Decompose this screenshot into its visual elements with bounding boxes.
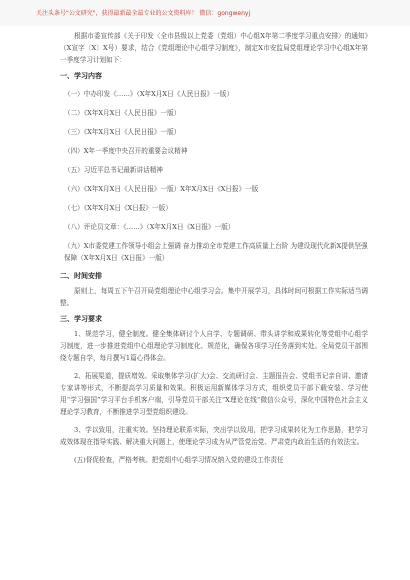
- list-item: （二）《X年X月X日《人民日报》一版）: [64, 109, 181, 117]
- section-heading-content: 一、学习内容: [60, 72, 102, 80]
- requirement-paragraph-1: 1、规范学习，健全制度。健全集体研讨个人自学、专题调研、带头讲学和成果转化等党组中心组学习制度，进一步推进党组中心组理论学习制度化、规范化，确保各项学习任务落到实处。全局党员干部围绕专题自学，每月撰写1篇心得体会。: [60, 330, 368, 362]
- intro-paragraph: 根据市委宣传部《关于印发〈全市县级以上党委（党组）中心组X年第二季度学习重点安排〉的通知》（X宣字〔X〕X号）要求，结合《党组理论中心组学习制度》，制定X市安监局党组理论学习中心组X年第一季度学习计划如下：: [60, 32, 368, 64]
- requirement-paragraph-4: (五)督促检查，严格考核。把党组中心组学习情况纳入党的建设工作责任: [74, 456, 284, 464]
- list-item: （四）X年一季度中央召开的重要会议精神: [64, 147, 188, 155]
- banner-text: 关注头条号"公文研究"，获得最新最全最专业的公文资料库！ 微信：gongwenyj: [36, 10, 251, 17]
- list-item: （七）《X年X月X日《X日报》一版）: [64, 204, 172, 212]
- requirement-paragraph-2: 2、拓展渠道，提质增效。采取集体学习(扩大)会、交流研讨会、主题报告会、党组书记亲自讲、邀请专家讲等形式，不断提高学习质量和效果。积极运用新媒体学习方式，组织党员干部下载安装、学习使用“学习强国”学习平台手机客户端，引导党员干部关注“X理论在线”微信公众号，深化中国特色社会主义理论学习教育，不断推进学习型党组织建设。: [60, 372, 368, 416]
- top-banner: [0, 0, 410, 26]
- list-item: （三）《X年X月X日《人民日报》一版）: [64, 128, 181, 136]
- requirement-paragraph-3: 3、学以致用，注重实效。坚持理论联系实际，突出学以致用，把学习成果转化为工作思路，把学习成效体现在指导实践、解决重大问题上，使理论学习成为从严管党治党、严肃党内政治生活的有效法宝。: [60, 426, 368, 446]
- list-item: （八）评论员文章：《……》（X年X月X日《X日报》一版）: [64, 223, 235, 231]
- list-item: （一）中办印发《……》（X年X月X日《人民日报》一版）: [64, 90, 234, 98]
- section-heading-schedule: 二、时间安排: [60, 272, 102, 280]
- schedule-paragraph: 原则上，每周五下午召开局党组理论中心组学习会。集中开展学习，具体时间可根据工作实际适当调整。: [60, 287, 368, 307]
- list-item-wrapped: （九）X市委党建工作领导小组会上强调 奋力推动全市党建工作高质量上台阶 为建设现代化新X提供坚强保障（X年X月X日《X日报》一版）: [64, 242, 368, 262]
- study-content-list: [60, 85, 368, 237]
- list-item: （五）习近平总书记最新讲话精神: [64, 166, 163, 174]
- section-heading-requirements: 三、学习要求: [60, 315, 102, 323]
- document-page: [60, 30, 368, 466]
- list-item: （六）《X年X月X日《人民日报》一版）X年X月X日《X日报》一版: [64, 185, 259, 193]
